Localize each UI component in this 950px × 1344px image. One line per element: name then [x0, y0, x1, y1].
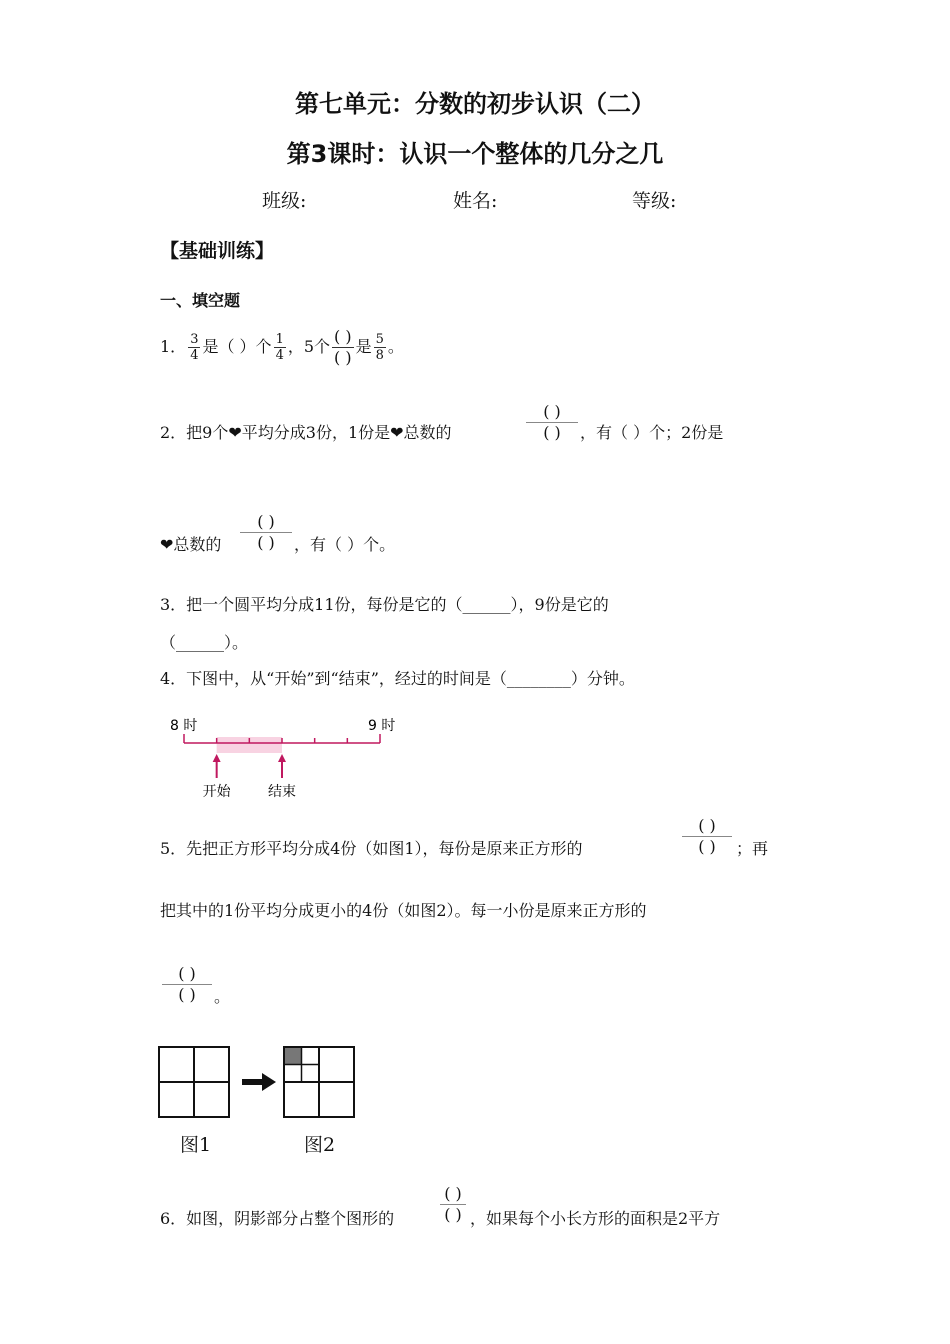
question-5-line-1: 5．先把正方形平均分成4份（如图1），每份是原来正方形的: [160, 839, 583, 858]
figure-1-square: [159, 1047, 229, 1117]
question-2-line-1: 2．把9个❤平均分成3份，1份是❤总数的: [160, 423, 452, 442]
question-6: 6．如图，阴影部分占整个图形的: [160, 1209, 395, 1228]
question-5-line-2: 把其中的1份平均分成更小的4份（如图2）。每一小份是原来正方形的: [160, 901, 647, 920]
fraction-1-4: $\frac{1}{4}$: [275, 331, 284, 363]
question-6-end: ，如果每个小长方形的面积是2平方: [470, 1209, 721, 1228]
question-2-line-2: ❤总数的: [160, 535, 222, 554]
blank-fraction-q1[interactable]: $\frac{( )}{( )}$: [334, 326, 352, 367]
timeline-start-label: 开始: [202, 784, 231, 800]
fraction-3-4: $\frac{3}{4}$: [190, 331, 199, 363]
fraction-5-8: $\frac{5}{8}$: [375, 331, 384, 363]
blank-fraction-q5a[interactable]: ( ) ( ): [682, 816, 732, 857]
blank-fraction-q2b[interactable]: ( ) ( ): [240, 512, 292, 553]
unit-title: 第七单元：分数的初步认识（二）: [295, 90, 655, 118]
figure-2-square: [284, 1047, 354, 1117]
blank-fraction-q2a[interactable]: ( ) ( ): [526, 402, 578, 443]
timeline-ticks: [184, 734, 380, 743]
figure-2-caption: 图2: [304, 1134, 336, 1156]
question-3-line-1: 3．把一个圆平均分成11份，每份是它的（______），9份是它的: [160, 595, 609, 614]
blank-fraction-q6[interactable]: ( ) ( ): [440, 1184, 466, 1225]
arrow-icon: [242, 1073, 276, 1091]
grade-label: 等级:: [632, 190, 677, 212]
squares-figure: [158, 1046, 358, 1122]
shaded-cell: [285, 1048, 302, 1065]
question-2-line-2-end: ，有（ ）个。: [294, 535, 396, 554]
class-label: 班级:: [262, 190, 307, 212]
section-heading: 【基础训练】: [160, 240, 275, 262]
start-arrowhead: [213, 754, 221, 762]
question-5-line-3-end: 。: [214, 987, 231, 1006]
timeline-end-label: 结束: [268, 784, 296, 800]
part-heading: 一、填空题: [160, 291, 241, 310]
figure-1-caption: 图1: [180, 1134, 212, 1156]
question-1: 1． $\frac{3}{4}$ 是（ ）个 $\frac{1}{4}$ ，5个 $\frac{( )}{( )}$ 是 $\frac{5}{8}$ 。: [160, 326, 404, 367]
timeline-figure: [160, 710, 420, 800]
question-4: 4．下图中，从“开始”到“结束”，经过的时间是（________）分钟。: [160, 669, 635, 688]
timeline-start-hour: 8 时: [170, 718, 198, 734]
question-2-line-1-end: ，有（ ）个；2份是: [580, 423, 724, 442]
blank-fraction-q5b[interactable]: ( ) ( ): [162, 964, 212, 1005]
end-arrowhead: [278, 754, 286, 762]
timeline-end-hour: 9 时: [368, 718, 396, 734]
lesson-title: 第3课时：认识一个整体的几分之几: [286, 140, 664, 168]
question-3-line-2: （______）。: [160, 633, 249, 652]
question-5-line-1-end: ；再: [736, 839, 769, 858]
name-label: 姓名:: [453, 190, 498, 212]
